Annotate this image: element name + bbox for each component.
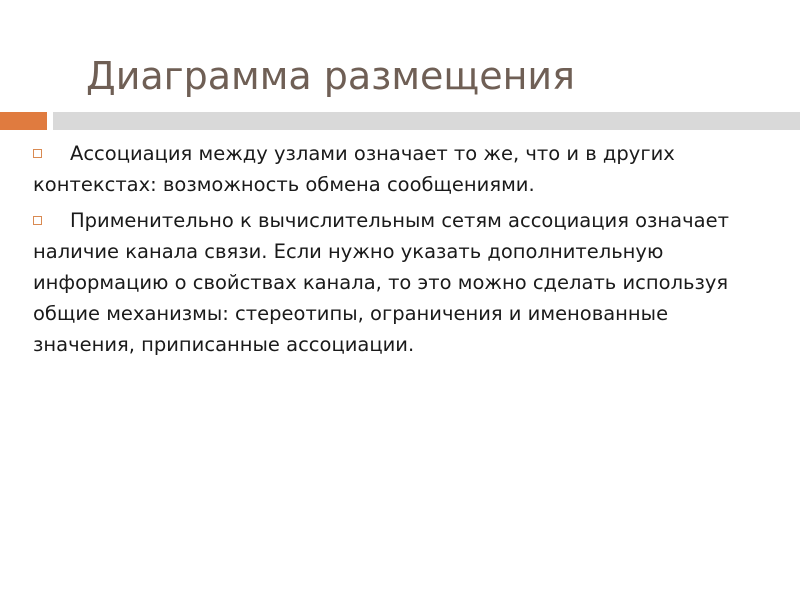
bullet-item [33,205,773,360]
bullet-item [33,138,773,200]
square-bullet-icon [33,216,42,225]
square-bullet-icon [33,149,42,158]
slide-body [33,138,773,365]
title-divider-bar [53,112,800,130]
bullet-text: Применительно к вычислительным сетям ассоциация означает наличие канала связи. Если нужно указать дополнительную информацию о свойствах канала, то это можно сделать используя общие механизмы: стереотипы, ограничения и именованные значения, приписанные ассоциации. [33,209,729,356]
bullet-text: Ассоциация между узлами означает то же, что и в других контекстах: возможность обмена сообщениями. [33,142,675,196]
slide-title: Диаграмма размещения [86,54,575,98]
title-accent-bar [0,112,47,130]
